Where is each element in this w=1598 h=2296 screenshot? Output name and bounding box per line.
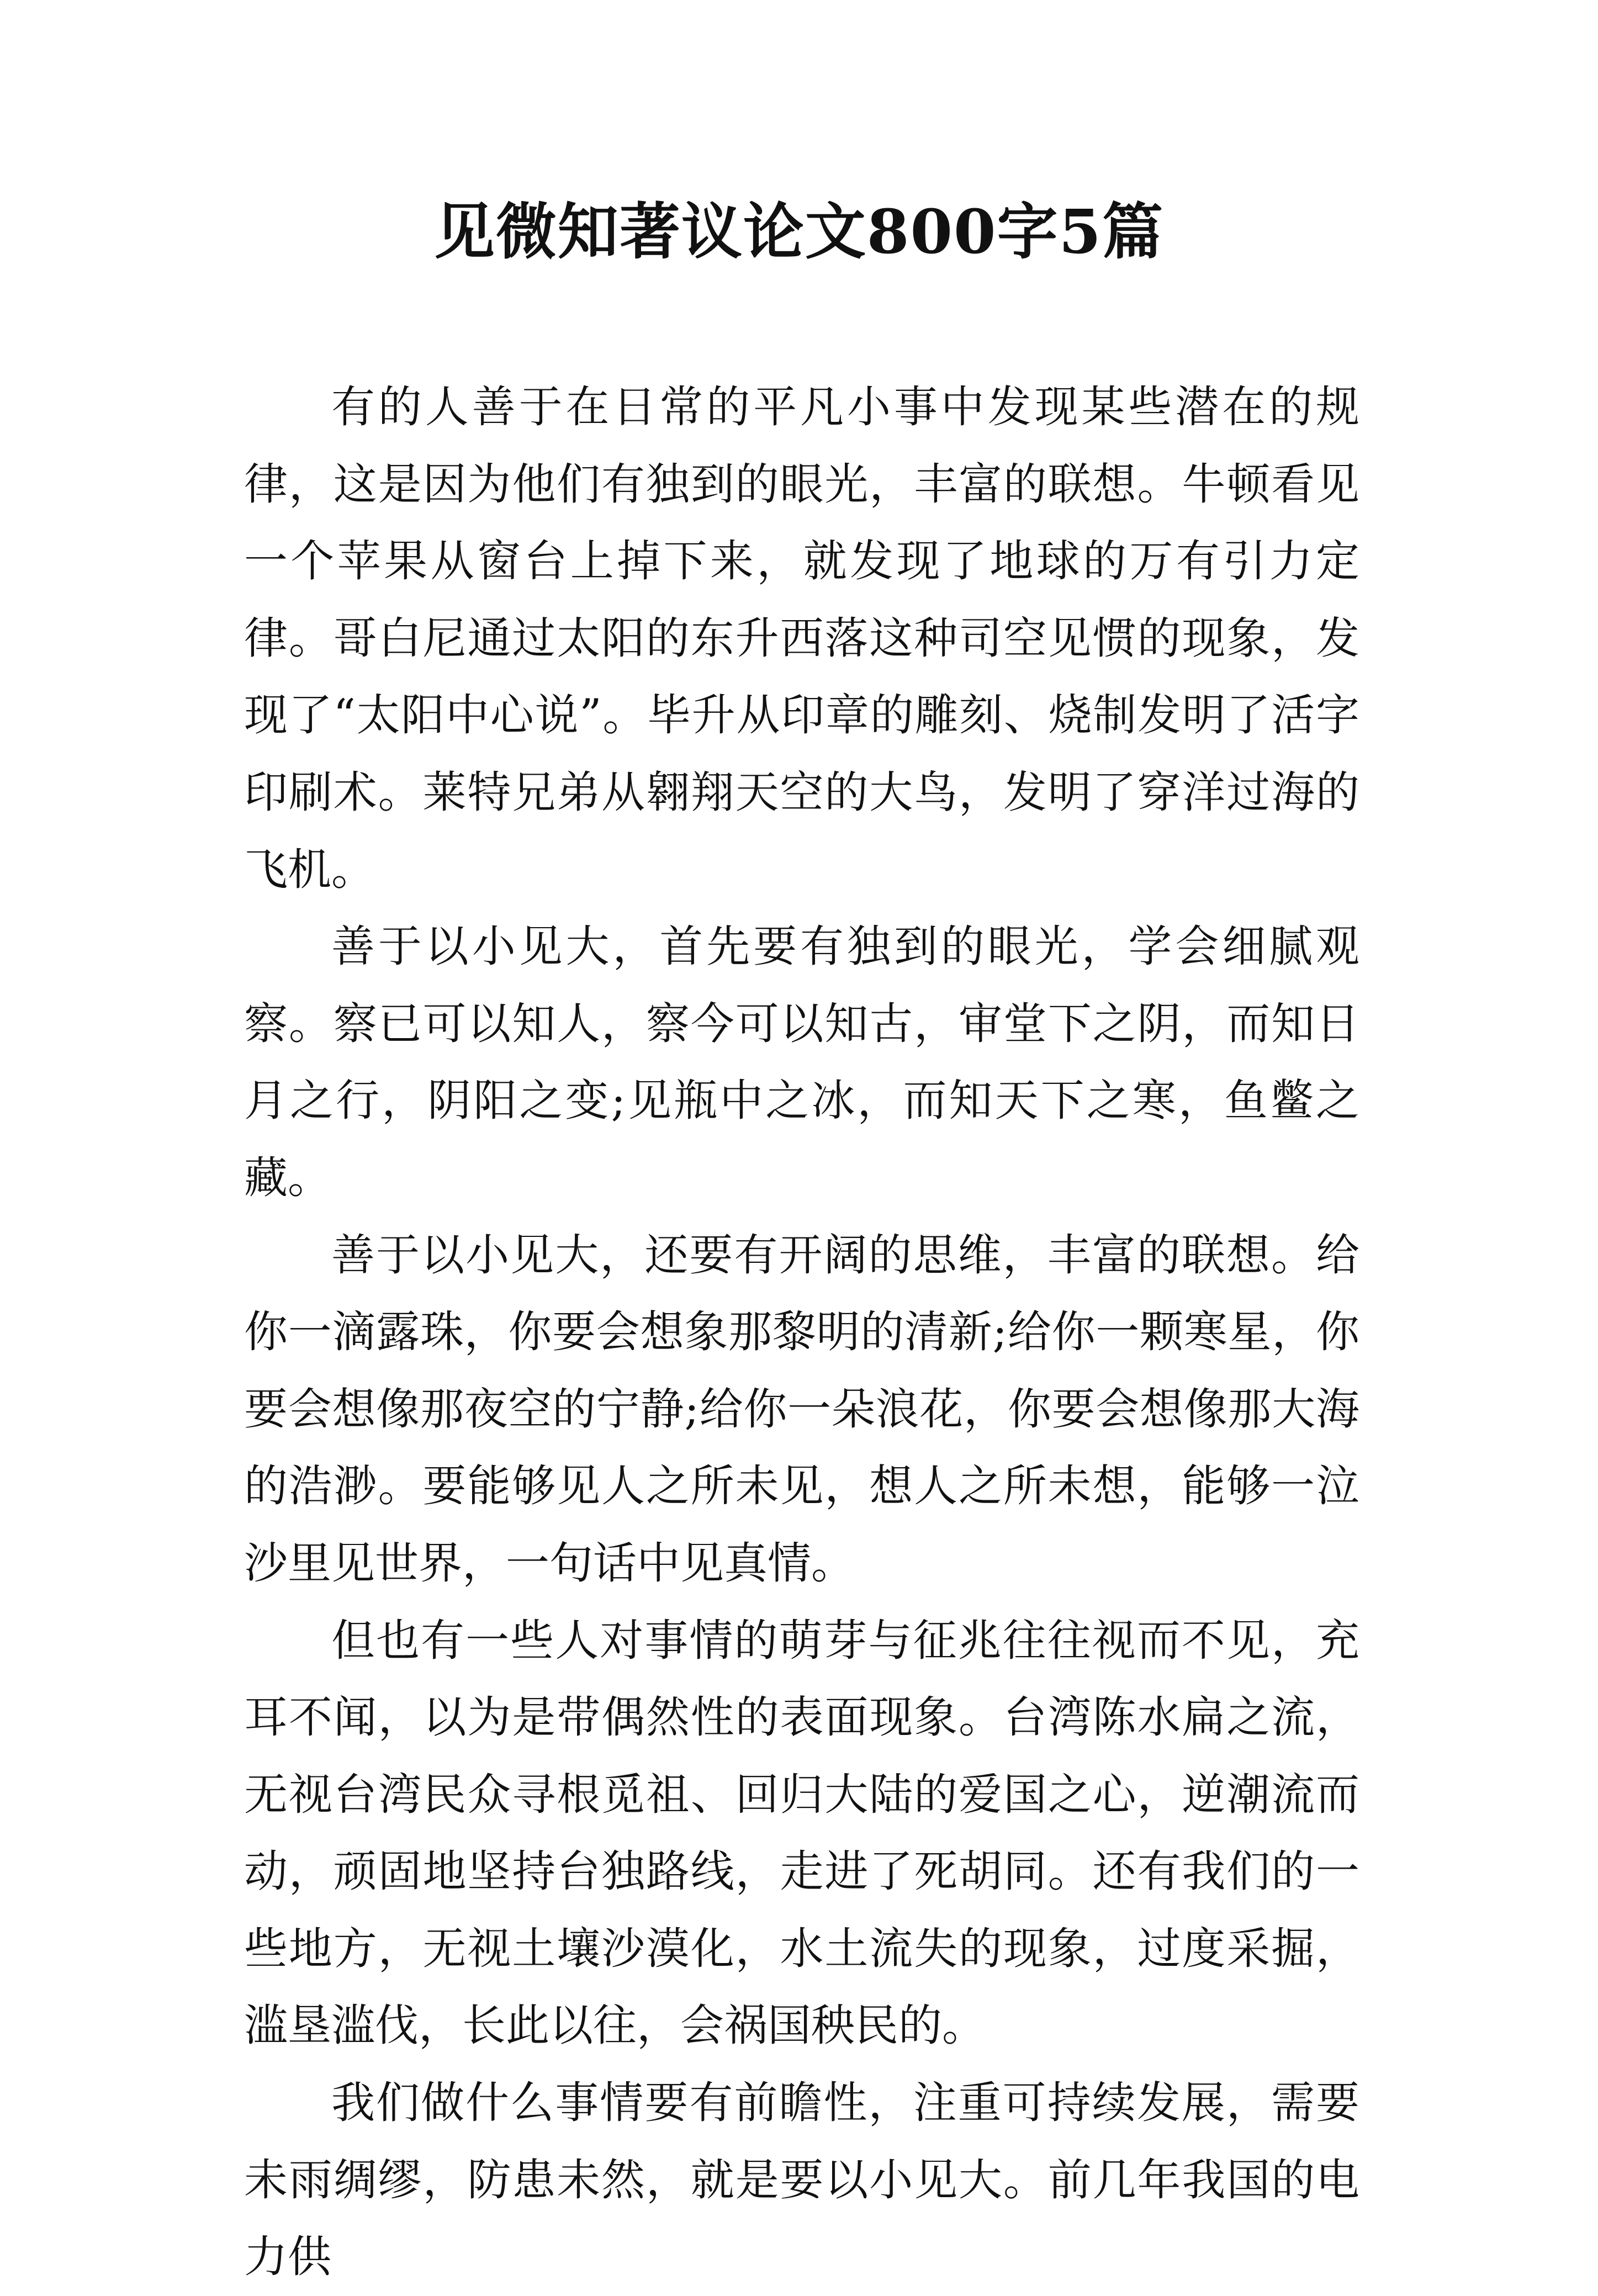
paragraph-2: 善于以小见大，首先要有独到的眼光，学会细腻观察。察已可以知人，察今可以知古，审堂下之阴，而知日月之行，阴阳之变;见瓶中之冰，而知天下之寒，鱼鳖之藏。	[244, 921, 1359, 1203]
document-title: 见微知著议论文800字5篇	[433, 196, 1165, 267]
paragraph-4: 但也有一些人对事情的萌芽与征兆往往视而不见，充耳不闻，以为是带偶然性的表面现象。台湾陈水扁之流，无视台湾民众寻根觅祖、回归大陆的爱国之心，逆潮流而动，顽固地坚持台独路线，走进了死胡同。还有我们的一些地方，无视土壤沙漠化，水土流失的现象，过度采掘，滥垦滥伐，长此以往，会祸国秧民的。	[244, 1615, 1359, 2051]
paragraph-5: 我们做什么事情要有前瞻性，注重可持续发展，需要未雨绸缪，防患未然，就是要以小见大。前几年我国的电力供	[244, 2077, 1359, 2283]
paragraph-3: 善于以小见大，还要有开阔的思维，丰富的联想。给你一滴露珠，你要会想象那黎明的清新;给你一颗寒星，你要会想像那夜空的宁静;给你一朵浪花，你要会想像那大海的浩渺。要能够见人之所未见，想人之所未想，能够一泣沙里见世界，一句话中见真情。	[244, 1229, 1359, 1589]
paragraph-1: 有的人善于在日常的平凡小事中发现某些潜在的规律，这是因为他们有独到的眼光，丰富的联想。牛顿看见一个苹果从窗台上掉下来，就发现了地球的万有引力定律。哥白尼通过太阳的东升西落这种司空见惯的现象，发现了“太阳中心说”。毕升从印章的雕刻、烧制发明了活字印刷术。莱特兄弟从翱翔天空的大鸟，发明了穿洋过海的飞机。	[244, 382, 1359, 895]
document-body	[244, 369, 1359, 2296]
